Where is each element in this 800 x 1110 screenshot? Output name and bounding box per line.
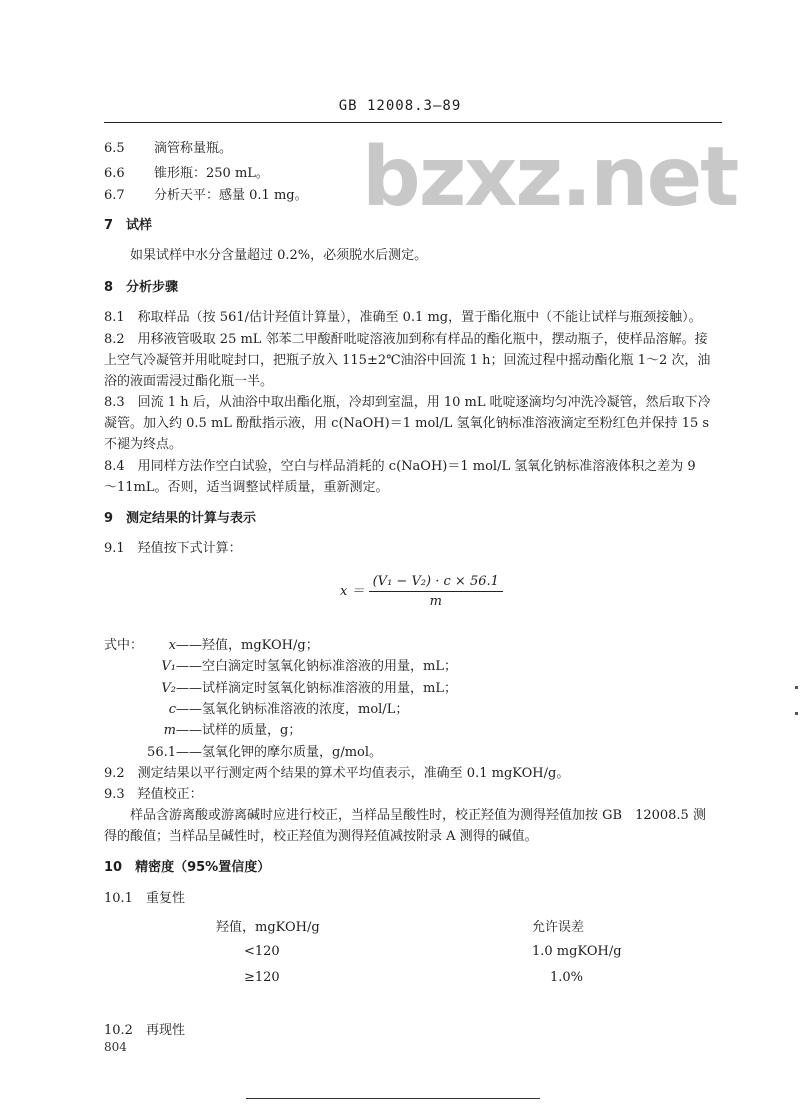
- equipment-item: 6.7 分析天平：感量 0.1 mg。: [104, 188, 308, 203]
- formula-numerator: (V₁ − V₂) · c × 56.1: [369, 574, 503, 592]
- paragraph-8-4-line2: ～11mL。否则，适当调整试样质量，重新测定。: [104, 480, 389, 495]
- equipment-item: 6.6 锥形瓶：250 mL。: [104, 166, 269, 181]
- paragraph-8-3-line2: 凝管。加入约 0.5 mL 酚酞指示液，用 c(NaOH)＝1 mol/L 氢氧化钠标准溶液滴定至粉红色并保持 15 s: [104, 416, 710, 431]
- section-10-title: 10 精密度（95%置信度）: [104, 860, 271, 875]
- paragraph-8-1: 8.1 称取样品（按 561/估计羟值计算量），准确至 0.1 mg，置于酯化瓶中（不能让试样与瓶颈接触）。: [104, 310, 702, 325]
- paragraph-10-1: 10.1 重复性: [104, 891, 185, 906]
- table-cell: 1.0%: [550, 970, 584, 985]
- footer-rule: [246, 1098, 540, 1099]
- table-header: 羟值，mgKOH/g: [216, 920, 320, 935]
- paragraph-10-2: 10.2 再现性: [104, 1023, 185, 1038]
- symbol-definition: V₂——试样滴定时氢氧化钠标准溶液的用量，mL；: [161, 681, 457, 696]
- symbol-definition: c——氢氧化钠标准溶液的浓度，mol/L；: [168, 702, 409, 717]
- equipment-item: 6.5 滴管称量瓶。: [104, 141, 233, 156]
- scan-speck: [795, 712, 798, 715]
- table-header: 允许误差: [532, 920, 585, 935]
- where-label: 式中：: [104, 638, 144, 653]
- paragraph-9-2: 9.2 测定结果以平行测定两个结果的算术平均值表示，准确至 0.1 mgKOH/g。: [104, 766, 570, 781]
- paragraph-9-3: 9.3 羟值校正：: [104, 787, 203, 802]
- section-7-title: 7 试样: [104, 218, 153, 233]
- formula-fraction: [369, 574, 503, 609]
- symbol-definition: 56.1——氢氧化钾的摩尔质量，g/mol。: [147, 745, 383, 760]
- paragraph-8-3-line1: 8.3 回流 1 h 后，从油浴中取出酯化瓶，冷却到室温，用 10 mL 吡啶逐滴均匀冲洗冷凝管，然后取下冷: [104, 395, 711, 410]
- paragraph-8-2-line2: 上空气冷凝管并用吡啶封口，把瓶子放入 115±2℃油浴中回流 1 h；回流过程中摇动酯化瓶 1～2 次，油: [104, 353, 711, 368]
- symbol-definition: m——试样的质量，g；: [163, 723, 302, 738]
- formula-denominator: m: [429, 594, 442, 609]
- table-cell: <120: [244, 944, 280, 959]
- hydroxyl-value-formula: [340, 574, 503, 609]
- paragraph-9-3-line1: 样品含游离酸或游离碱时应进行校正，当样品呈酸性时，校正羟值为测得羟值加按 GB 12008.5 测: [130, 808, 706, 823]
- paragraph-9-3-line2: 得的酸值；当样品呈碱性时，校正羟值为测得羟值减按附录 A 测得的碱值。: [104, 829, 538, 844]
- symbol-definition: x——羟值，mgKOH/g；: [168, 638, 319, 653]
- header-rule: [104, 122, 722, 123]
- page-number: 804: [104, 1040, 127, 1054]
- section-9-title: 9 测定结果的计算与表示: [104, 511, 257, 526]
- document-header: GB 12008.3—89: [338, 98, 462, 114]
- paragraph-8-4-line1: 8.4 用同样方法作空白试验，空白与样品消耗的 c(NaOH)＝1 mol/L 氢氧化钠标准溶液体积之差为 9: [104, 459, 696, 474]
- symbol-definition: V₁——空白滴定时氢氧化钠标准溶液的用量，mL；: [161, 659, 457, 674]
- scan-speck: [795, 686, 798, 689]
- paragraph-8-2-line3: 浴的液面需浸过酯化瓶一半。: [104, 374, 274, 389]
- section-8-title: 8 分析步骤: [104, 280, 179, 295]
- paragraph-9-1: 9.1 羟值按下式计算：: [104, 541, 242, 556]
- section-7-body: 如果试样中水分含量超过 0.2%，必须脱水后测定。: [130, 248, 428, 263]
- table-cell: 1.0 mgKOH/g: [532, 944, 622, 959]
- paragraph-8-2-line1: 8.2 用移液管吸取 25 mL 邻苯二甲酸酐吡啶溶液加到称有样品的酯化瓶中，摆动瓶子，使样品溶解。接: [104, 332, 708, 347]
- watermark: bzxz.net: [362, 130, 738, 225]
- table-cell: ≥120: [244, 970, 280, 985]
- paragraph-8-3-line3: 不褪为终点。: [104, 437, 183, 452]
- formula-lhs: x ＝: [340, 584, 365, 599]
